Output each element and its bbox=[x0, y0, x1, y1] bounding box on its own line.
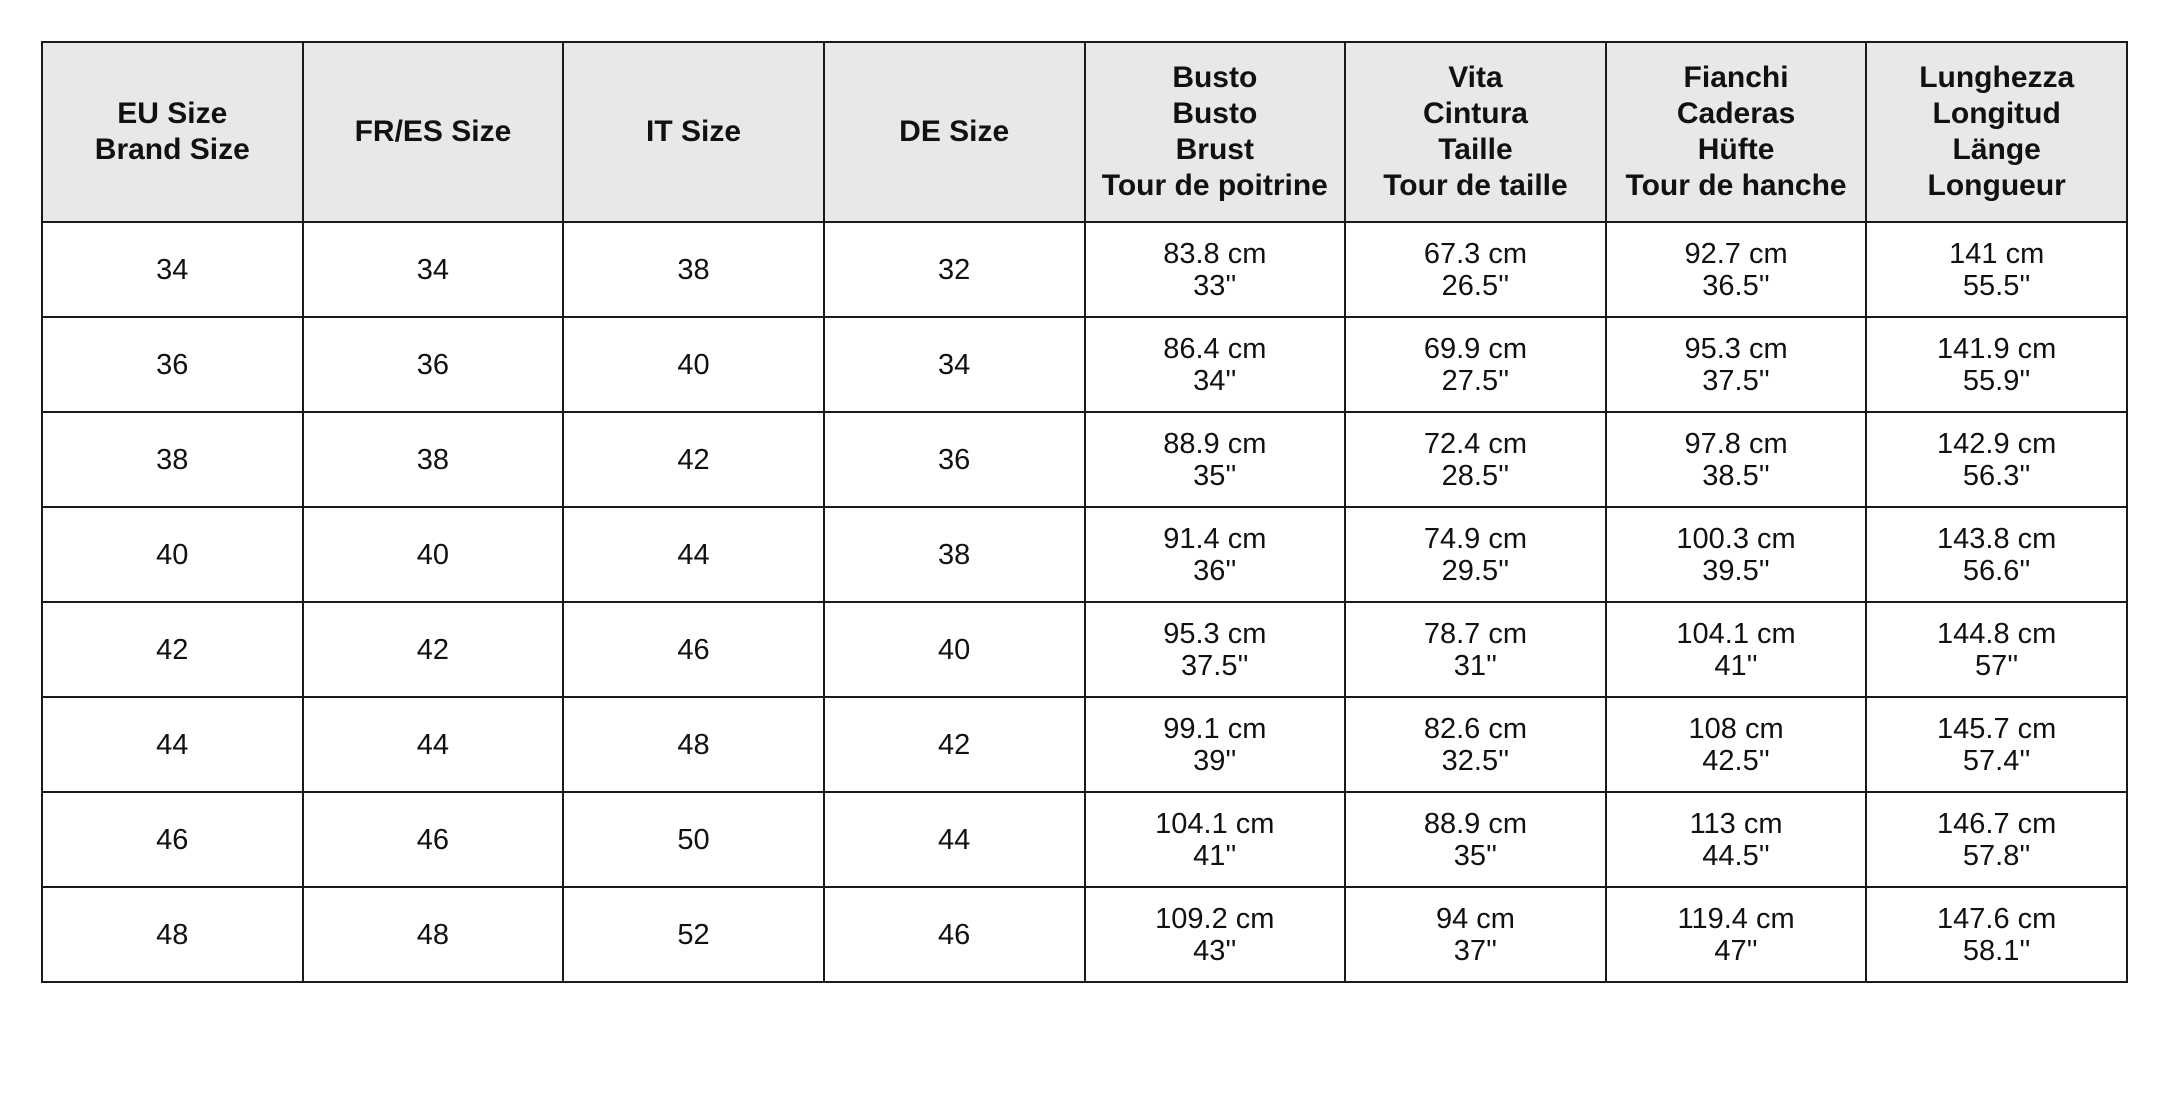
cell-value-inches: 55.9'' bbox=[1962, 364, 2031, 397]
cell-value: 40 bbox=[156, 538, 189, 571]
cell-value: 99.1 cm bbox=[1163, 712, 1267, 745]
header-length bbox=[1866, 42, 2127, 222]
cell-value: 42 bbox=[677, 443, 710, 476]
cell-value: 40 bbox=[416, 538, 450, 571]
cell-value-inches: 29.5'' bbox=[1441, 554, 1510, 587]
cell-value: 100.3 cm bbox=[1676, 522, 1796, 555]
cell-length bbox=[1866, 602, 2127, 697]
cell-value-inches: 36'' bbox=[1193, 554, 1237, 587]
cell-length bbox=[1866, 887, 2127, 982]
cell-value: 34 bbox=[416, 253, 450, 286]
cell-value: 67.3 cm bbox=[1423, 237, 1528, 270]
cell-value-inches: 38.5'' bbox=[1702, 459, 1770, 492]
cell-value: 141.9 cm bbox=[1937, 332, 2057, 365]
cell-value: 83.8 cm bbox=[1163, 237, 1267, 270]
cell-eu-size bbox=[42, 507, 303, 602]
cell-value-inches: 39'' bbox=[1193, 744, 1237, 777]
cell-it-size bbox=[563, 697, 824, 792]
cell-de-size bbox=[824, 602, 1085, 697]
cell-de-size bbox=[824, 792, 1085, 887]
cell-bust bbox=[1085, 412, 1346, 507]
cell-value: 86.4 cm bbox=[1163, 332, 1267, 365]
cell-de-size bbox=[824, 887, 1085, 982]
cell-value-inches: 37.5'' bbox=[1181, 649, 1249, 682]
cell-fr-es-size bbox=[303, 412, 564, 507]
cell-value: 42 bbox=[416, 633, 450, 666]
cell-eu-size bbox=[42, 602, 303, 697]
cell-eu-size bbox=[42, 317, 303, 412]
cell-value: 141 cm bbox=[1949, 237, 2045, 270]
header-bust bbox=[1085, 42, 1346, 222]
cell-value: 46 bbox=[156, 823, 189, 856]
cell-fr-es-size bbox=[303, 697, 564, 792]
header-line: Tour de poitrine bbox=[1101, 169, 1328, 202]
cell-eu-size bbox=[42, 887, 303, 982]
cell-length bbox=[1866, 792, 2127, 887]
cell-de-size bbox=[824, 222, 1085, 317]
header-row bbox=[42, 42, 2127, 222]
cell-value: 34 bbox=[938, 348, 971, 381]
cell-value-inches: 56.3'' bbox=[1962, 459, 2031, 492]
cell-value: 36 bbox=[156, 348, 189, 381]
cell-value-inches: 57'' bbox=[1975, 649, 2019, 682]
cell-waist bbox=[1345, 507, 1606, 602]
cell-value: 104.1 cm bbox=[1155, 807, 1275, 840]
header-line: DE Size bbox=[899, 115, 1010, 148]
header-hips bbox=[1606, 42, 1867, 222]
cell-value: 92.7 cm bbox=[1684, 237, 1788, 270]
cell-value: 44 bbox=[416, 728, 450, 761]
cell-waist bbox=[1345, 317, 1606, 412]
cell-value: 108 cm bbox=[1688, 712, 1784, 745]
table-row bbox=[42, 792, 2127, 887]
header-line: Busto bbox=[1172, 61, 1258, 94]
cell-value: 48 bbox=[416, 918, 450, 951]
cell-length bbox=[1866, 412, 2127, 507]
header-line: Tour de hanche bbox=[1625, 169, 1847, 202]
cell-value: 146.7 cm bbox=[1937, 807, 2057, 840]
header-line: Longueur bbox=[1927, 169, 2066, 202]
cell-value: 44 bbox=[156, 728, 189, 761]
cell-value: 46 bbox=[677, 633, 710, 666]
cell-value: 91.4 cm bbox=[1163, 522, 1267, 555]
cell-waist bbox=[1345, 792, 1606, 887]
cell-waist bbox=[1345, 602, 1606, 697]
cell-value: 46 bbox=[938, 918, 971, 951]
cell-de-size bbox=[824, 697, 1085, 792]
cell-bust bbox=[1085, 792, 1346, 887]
header-line: Länge bbox=[1952, 133, 2041, 166]
cell-it-size bbox=[563, 792, 824, 887]
cell-length bbox=[1866, 222, 2127, 317]
cell-value: 46 bbox=[416, 823, 450, 856]
cell-value: 50 bbox=[677, 823, 710, 856]
cell-value-inches: 39.5'' bbox=[1702, 554, 1770, 587]
cell-value-inches: 35'' bbox=[1193, 459, 1237, 492]
cell-bust bbox=[1085, 222, 1346, 317]
size-chart-table bbox=[41, 41, 2128, 983]
cell-value-inches: 37'' bbox=[1453, 934, 1498, 967]
cell-value-inches: 37.5'' bbox=[1702, 364, 1770, 397]
cell-value: 44 bbox=[677, 538, 710, 571]
cell-hips bbox=[1606, 887, 1867, 982]
cell-value-inches: 58.1'' bbox=[1962, 934, 2031, 967]
cell-hips bbox=[1606, 412, 1867, 507]
cell-bust bbox=[1085, 887, 1346, 982]
cell-value: 143.8 cm bbox=[1937, 522, 2057, 555]
cell-value-inches: 33'' bbox=[1193, 269, 1237, 302]
cell-value-inches: 57.4'' bbox=[1962, 744, 2031, 777]
cell-it-size bbox=[563, 222, 824, 317]
table-row bbox=[42, 887, 2127, 982]
cell-value-inches: 36.5'' bbox=[1702, 269, 1770, 302]
header-line: Brust bbox=[1175, 133, 1254, 166]
cell-value: 94 cm bbox=[1435, 902, 1515, 935]
cell-value: 34 bbox=[156, 253, 189, 286]
cell-value: 88.9 cm bbox=[1163, 427, 1267, 460]
header-it-size bbox=[563, 42, 824, 222]
cell-value: 42 bbox=[938, 728, 971, 761]
cell-value: 42 bbox=[156, 633, 189, 666]
cell-value-inches: 31'' bbox=[1453, 649, 1498, 682]
cell-value: 88.9 cm bbox=[1423, 807, 1528, 840]
cell-value: 147.6 cm bbox=[1937, 902, 2057, 935]
cell-value-inches: 35'' bbox=[1453, 839, 1498, 872]
cell-length bbox=[1866, 507, 2127, 602]
cell-hips bbox=[1606, 792, 1867, 887]
cell-value: 40 bbox=[677, 348, 710, 381]
cell-value: 48 bbox=[156, 918, 189, 951]
header-line: Taille bbox=[1438, 133, 1513, 166]
cell-it-size bbox=[563, 317, 824, 412]
cell-value: 36 bbox=[938, 443, 971, 476]
cell-value: 74.9 cm bbox=[1423, 522, 1528, 555]
cell-it-size bbox=[563, 602, 824, 697]
cell-value-inches: 57.8'' bbox=[1962, 839, 2031, 872]
cell-hips bbox=[1606, 317, 1867, 412]
cell-de-size bbox=[824, 412, 1085, 507]
cell-de-size bbox=[824, 317, 1085, 412]
header-line: Busto bbox=[1172, 97, 1258, 130]
cell-value: 113 cm bbox=[1689, 807, 1783, 840]
header-line: Caderas bbox=[1676, 97, 1796, 130]
cell-fr-es-size bbox=[303, 507, 564, 602]
cell-value: 32 bbox=[938, 253, 971, 286]
cell-it-size bbox=[563, 412, 824, 507]
cell-hips bbox=[1606, 602, 1867, 697]
cell-value: 119.4 cm bbox=[1677, 902, 1795, 935]
table-row bbox=[42, 412, 2127, 507]
header-de-size bbox=[824, 42, 1085, 222]
cell-length bbox=[1866, 317, 2127, 412]
cell-waist bbox=[1345, 887, 1606, 982]
cell-bust bbox=[1085, 602, 1346, 697]
cell-fr-es-size bbox=[303, 222, 564, 317]
cell-value-inches: 44.5'' bbox=[1702, 839, 1770, 872]
cell-value: 38 bbox=[938, 538, 971, 571]
table-row bbox=[42, 222, 2127, 317]
header-line: Fianchi bbox=[1683, 61, 1789, 94]
cell-value-inches: 56.6'' bbox=[1962, 554, 2031, 587]
header-line: Tour de taille bbox=[1383, 169, 1568, 202]
cell-bust bbox=[1085, 507, 1346, 602]
cell-eu-size bbox=[42, 697, 303, 792]
cell-fr-es-size bbox=[303, 887, 564, 982]
cell-fr-es-size bbox=[303, 792, 564, 887]
header-waist bbox=[1345, 42, 1606, 222]
header-line: Longitud bbox=[1932, 97, 2061, 130]
cell-waist bbox=[1345, 412, 1606, 507]
cell-value: 82.6 cm bbox=[1423, 712, 1528, 745]
header-line: IT Size bbox=[646, 115, 742, 148]
header-line: FR/ES Size bbox=[354, 115, 512, 148]
header-eu-size bbox=[42, 42, 303, 222]
table-row bbox=[42, 697, 2127, 792]
cell-fr-es-size bbox=[303, 602, 564, 697]
cell-value: 69.9 cm bbox=[1423, 332, 1528, 365]
cell-value: 142.9 cm bbox=[1937, 427, 2057, 460]
header-fr-es-size bbox=[303, 42, 564, 222]
table-row bbox=[42, 602, 2127, 697]
cell-value: 78.7 cm bbox=[1423, 617, 1528, 650]
cell-value: 44 bbox=[938, 823, 971, 856]
cell-value-inches: 32.5'' bbox=[1441, 744, 1510, 777]
cell-value: 95.3 cm bbox=[1684, 332, 1788, 365]
cell-value-inches: 43'' bbox=[1193, 934, 1237, 967]
cell-it-size bbox=[563, 887, 824, 982]
cell-value-inches: 47'' bbox=[1714, 934, 1758, 967]
cell-value: 104.1 cm bbox=[1676, 617, 1796, 650]
cell-de-size bbox=[824, 507, 1085, 602]
cell-value: 95.3 cm bbox=[1163, 617, 1267, 650]
cell-value: 40 bbox=[938, 633, 971, 666]
header-line: Hüfte bbox=[1697, 133, 1775, 166]
cell-waist bbox=[1345, 222, 1606, 317]
header-line: Vita bbox=[1448, 61, 1503, 94]
cell-value: 38 bbox=[677, 253, 710, 286]
cell-value-inches: 42.5'' bbox=[1702, 744, 1770, 777]
header-line: Brand Size bbox=[94, 133, 250, 166]
cell-value: 38 bbox=[156, 443, 189, 476]
cell-value: 38 bbox=[416, 443, 450, 476]
cell-value-inches: 41'' bbox=[1193, 839, 1237, 872]
cell-hips bbox=[1606, 697, 1867, 792]
cell-eu-size bbox=[42, 222, 303, 317]
cell-waist bbox=[1345, 697, 1606, 792]
cell-value-inches: 26.5'' bbox=[1441, 269, 1510, 302]
cell-value: 144.8 cm bbox=[1937, 617, 2057, 650]
table-body bbox=[42, 222, 2127, 982]
cell-fr-es-size bbox=[303, 317, 564, 412]
cell-value-inches: 27.5'' bbox=[1441, 364, 1510, 397]
cell-value: 72.4 cm bbox=[1423, 427, 1528, 460]
cell-hips bbox=[1606, 507, 1867, 602]
cell-value: 52 bbox=[677, 918, 710, 951]
cell-value-inches: 55.5'' bbox=[1962, 269, 2031, 302]
header-line: Lunghezza bbox=[1919, 61, 2075, 94]
cell-value: 97.8 cm bbox=[1684, 427, 1788, 460]
cell-value-inches: 34'' bbox=[1193, 364, 1237, 397]
cell-value-inches: 28.5'' bbox=[1441, 459, 1510, 492]
table-row bbox=[42, 317, 2127, 412]
cell-bust bbox=[1085, 697, 1346, 792]
cell-hips bbox=[1606, 222, 1867, 317]
header-line: Cintura bbox=[1422, 97, 1528, 130]
cell-value-inches: 41'' bbox=[1714, 649, 1758, 682]
cell-it-size bbox=[563, 507, 824, 602]
header-line: EU Size bbox=[117, 97, 228, 130]
cell-value: 48 bbox=[677, 728, 710, 761]
cell-bust bbox=[1085, 317, 1346, 412]
cell-value: 109.2 cm bbox=[1155, 902, 1275, 935]
cell-length bbox=[1866, 697, 2127, 792]
cell-eu-size bbox=[42, 412, 303, 507]
cell-eu-size bbox=[42, 792, 303, 887]
table-row bbox=[42, 507, 2127, 602]
cell-value: 36 bbox=[416, 348, 450, 381]
cell-value: 145.7 cm bbox=[1937, 712, 2057, 745]
